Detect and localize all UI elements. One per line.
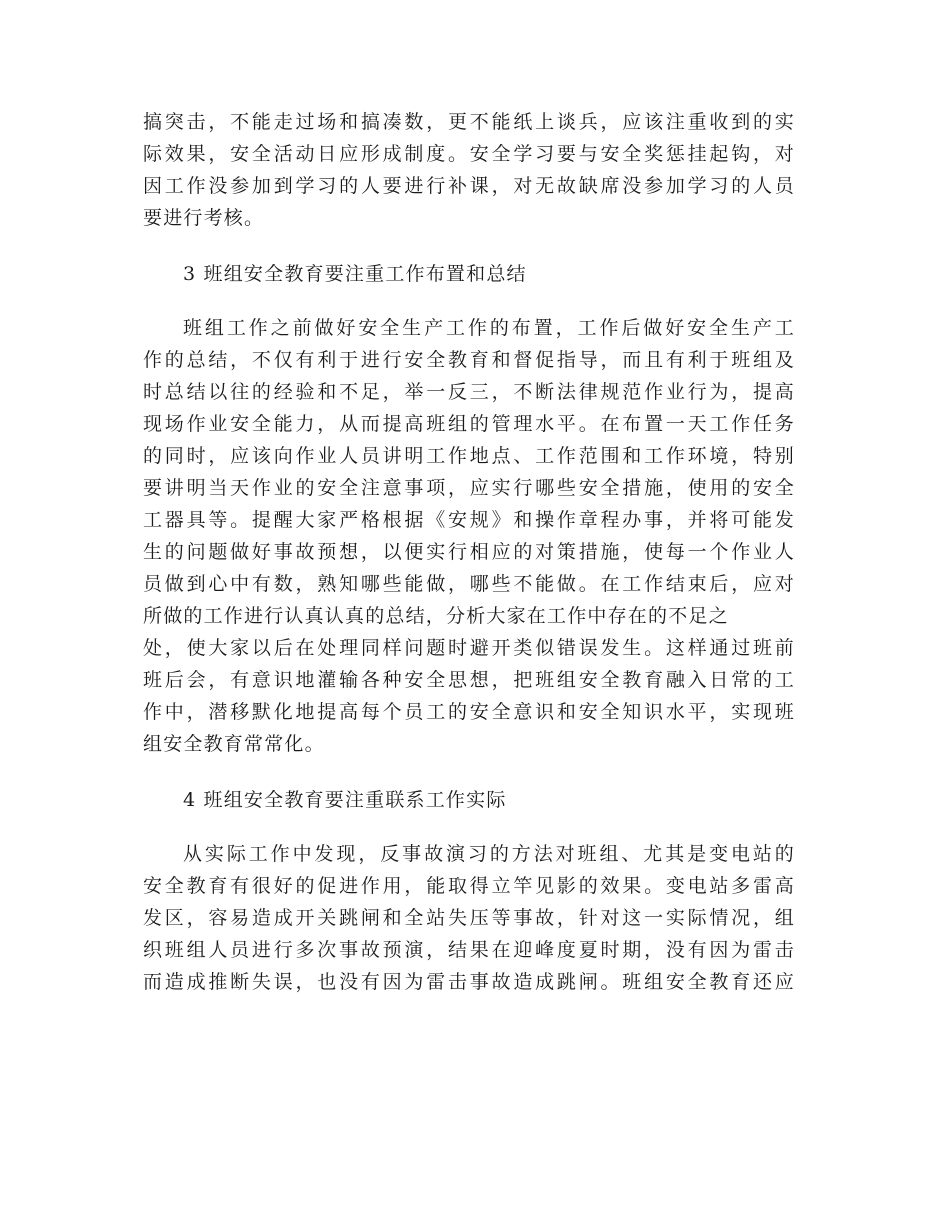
document-page — [143, 106, 795, 998]
paragraph-line: 搞突击，不能走过场和搞凑数，更不能纸上谈兵，应该注重收到的实 — [143, 111, 795, 133]
section-heading-4: 4 班组安全教育要注重联系工作实际 — [183, 789, 507, 811]
paragraph-line: 而造成推断失误，也没有因为雷击事故造成跳闸。班组安全教育还应 — [143, 971, 795, 993]
paragraph-line: 作的总结，不仅有利于进行安全教育和督促指导，而且有利于班组及 — [143, 349, 795, 371]
paragraph-line: 从实际工作中发现，反事故演习的方法对班组、尤其是变电站的 — [183, 843, 795, 865]
paragraph-line: 织班组人员进行多次事故预演，结果在迎峰度夏时期，没有因为雷击 — [143, 939, 795, 961]
paragraph-line: 班后会，有意识地灌输各种安全思想，把班组安全教育融入日常的工 — [143, 669, 795, 691]
paragraph-line: 安全教育有很好的促进作用，能取得立竿见影的效果。变电站多雷高 — [143, 875, 795, 897]
paragraph-line: 工器具等。提醒大家严格根据《安规》和操作章程办事，并将可能发 — [143, 509, 795, 531]
paragraph-line: 作中，潜移默化地提高每个员工的安全意识和安全知识水平，实现班 — [143, 701, 795, 723]
paragraph-line: 的同时，应该向作业人员讲明工作地点、工作范围和工作环境，特别 — [143, 445, 795, 467]
paragraph-line: 所做的工作进行认真认真的总结，分析大家在工作中存在的不足之 — [143, 605, 729, 627]
paragraph-1 — [143, 106, 795, 234]
paragraph-line: 生的问题做好事故预想，以便实行相应的对策措施，使每一个作业人 — [143, 541, 795, 563]
paragraph-line: 组安全教育常常化。 — [143, 733, 325, 755]
paragraph-line: 班组工作之前做好安全生产工作的布置，工作后做好安全生产工 — [183, 317, 795, 339]
paragraph-line: 要讲明当天作业的安全注意事项，应实行哪些安全措施，使用的安全 — [143, 477, 795, 499]
paragraph-2 — [143, 312, 795, 760]
paragraph-line: 员做到心中有数，熟知哪些能做，哪些不能做。在工作结束后，应对 — [143, 573, 795, 595]
paragraph-3 — [143, 838, 795, 998]
paragraph-line: 现场作业安全能力，从而提高班组的管理水平。在布置一天工作任务 — [143, 413, 795, 435]
paragraph-line: 因工作没参加到学习的人要进行补课，对无故缺席没参加学习的人员 — [143, 175, 795, 197]
paragraph-line: 际效果，安全活动日应形成制度。安全学习要与安全奖惩挂起钩，对 — [143, 143, 795, 165]
section-heading-3: 3 班组安全教育要注重工作布置和总结 — [183, 263, 527, 285]
paragraph-line: 要进行考核。 — [143, 207, 265, 229]
paragraph-line: 时总结以往的经验和不足，举一反三，不断法律规范作业行为，提高 — [143, 381, 795, 403]
paragraph-line: 发区，容易造成开关跳闸和全站失压等事故，针对这一实际情况，组 — [143, 907, 795, 929]
paragraph-line: 处，使大家以后在处理同样问题时避开类似错误发生。这样通过班前 — [143, 637, 795, 659]
